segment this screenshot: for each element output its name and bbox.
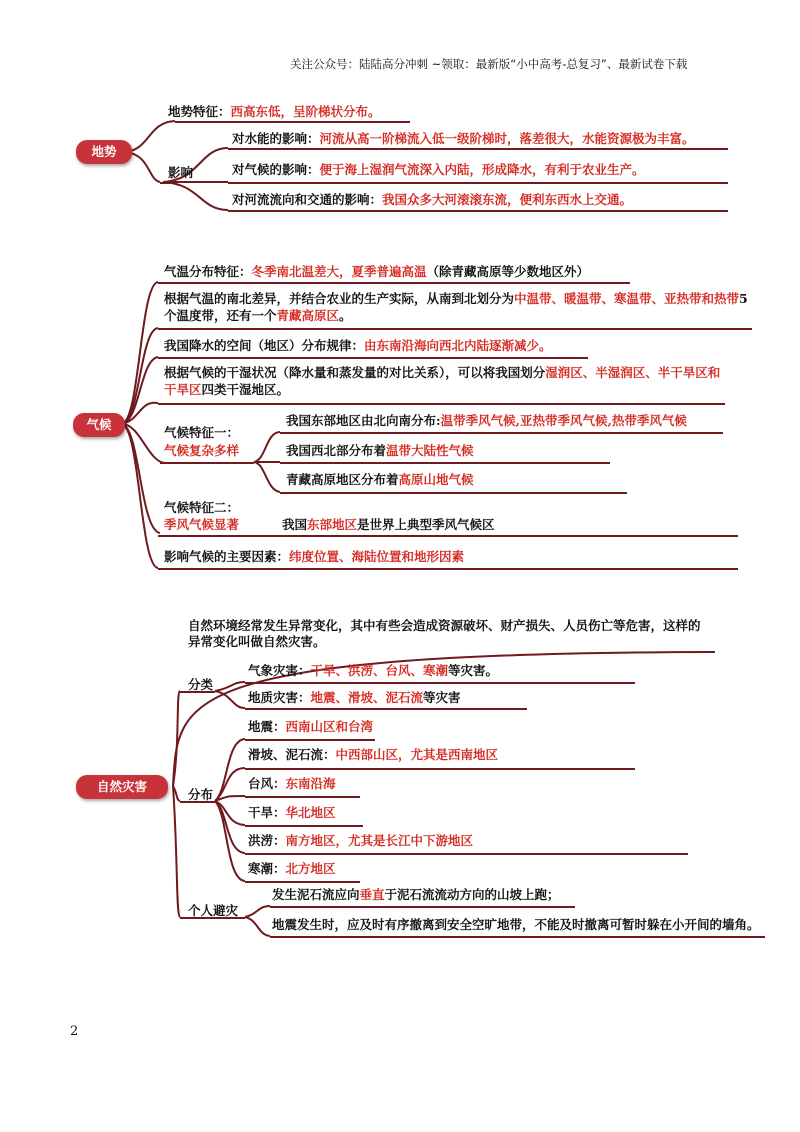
disaster-weather: 气象灾害：干旱、洪涝、台风、寒潮等灾害。 <box>248 663 499 678</box>
page-header: 关注公众号：陆陆高分冲刺 ~领取：最新版“小中高考-总复习”、最新试卷下载 <box>290 57 688 71</box>
dist-drought: 干旱：华北地区 <box>248 805 336 820</box>
climate-west: 我国西北部分布着温带大陆性气候 <box>286 443 474 458</box>
divider <box>245 708 527 710</box>
climate-plateau: 青藏高原地区分布着高原山地气候 <box>286 472 474 487</box>
divider <box>158 403 725 405</box>
divider <box>158 328 752 330</box>
divider <box>245 682 635 684</box>
divider <box>228 182 728 184</box>
terrain-river: 对河流流向和交通的影响：我国众多大河滚滚东流，便利东西水上交通。 <box>232 192 633 207</box>
divider <box>245 739 375 741</box>
divider <box>180 917 245 919</box>
divider <box>245 825 363 827</box>
terrain-climate: 对气候的影响：便于海上湿润气流深入内陆，形成降水，有利于农业生产。 <box>232 162 645 177</box>
disaster-class-label: 分类 <box>188 677 214 692</box>
climate-zones: 根据气温的南北差异，并结合农业的生产实际，从南到北划分为中温带、暖温带、寒温带、亚热带和热带5个温度带，还有一个青藏高原区。 <box>164 291 748 323</box>
divider <box>158 282 630 284</box>
climate-dryness: 根据气候的干湿状况（降水量和蒸发量的对比关系），可以将我国划分湿润区、半湿润区、半干旱区和干旱区四类干湿地区。 <box>164 365 721 397</box>
climate-badge: 气候 <box>73 413 125 437</box>
climate-feature2-label: 气候特征二： <box>164 500 240 515</box>
divider <box>280 492 627 494</box>
divider <box>245 796 360 798</box>
avoid-earthquake: 地震发生时，应及时有序撤离到安全空旷地带，不能及时撤离可暂时躲在小开间的墙角。 <box>272 917 760 932</box>
divider <box>228 148 728 150</box>
avoid-mudslide: 发生泥石流应向垂直于泥石流流动方向的山坡上跑； <box>272 887 560 902</box>
dist-quake: 地震：西南山区和台湾 <box>248 719 374 734</box>
climate-feature1-value: 气候复杂多样 <box>164 443 240 458</box>
dist-slide: 滑坡、泥石流：中西部山区，尤其是西南地区 <box>248 747 499 762</box>
disaster-avoid-label: 个人避灾 <box>188 903 239 918</box>
climate-monsoon: 我国东部地区是世界上典型季风气候区 <box>282 517 495 532</box>
terrain-feature: 地势特征：西高东低，呈阶梯状分布。 <box>168 104 381 119</box>
climate-temp: 气温分布特征：冬季南北温差大，夏季普遍高温（除青藏高原等少数地区外） <box>164 264 590 279</box>
divider <box>180 801 215 803</box>
climate-factors: 影响气候的主要因素：纬度位置、海陆位置和地形因素 <box>164 549 465 564</box>
climate-feature1-label: 气候特征一： <box>164 425 240 440</box>
climate-rain: 我国降水的空间（地区）分布规律：由东南沿海向西北内陆逐渐减少。 <box>164 338 552 353</box>
divider <box>280 462 610 464</box>
terrain-badge: 地势 <box>76 140 132 164</box>
climate-feature2-value: 季风气候显著 <box>164 517 240 532</box>
divider <box>245 881 360 883</box>
divider <box>245 853 688 855</box>
divider <box>180 691 215 693</box>
divider <box>270 906 575 908</box>
disaster-geo: 地质灾害：地震、滑坡、泥石流等灾害 <box>248 690 461 705</box>
dist-flood: 洪涝：南方地区，尤其是长江中下游地区 <box>248 833 474 848</box>
divider <box>175 121 410 123</box>
terrain-water: 对水能的影响：河流从高一阶梯流入低一级阶梯时，落差很大，水能资源极为丰富。 <box>232 131 695 146</box>
terrain-influence-label: 影响 <box>168 165 194 180</box>
divider <box>270 936 765 938</box>
dist-typhoon: 台风：东南沿海 <box>248 776 336 791</box>
disaster-dist-label: 分布 <box>188 787 214 802</box>
divider <box>160 462 254 464</box>
disaster-badge: 自然灾害 <box>76 775 168 799</box>
dist-cold: 寒潮：北方地区 <box>248 861 336 876</box>
climate-east: 我国东部地区由北向南分布:温带季风气候,亚热带季风气候,热带季风气候 <box>286 413 687 428</box>
divider <box>228 210 728 212</box>
disaster-intro-1: 自然环境经常发生异常变化，其中有些会造成资源破坏、财产损失、人员伤亡等危害，这样的 <box>188 618 701 633</box>
divider <box>160 182 170 184</box>
divider <box>280 432 723 434</box>
page-number: 2 <box>70 1024 79 1039</box>
divider <box>158 568 738 570</box>
divider <box>158 357 588 359</box>
disaster-intro-2: 异常变化叫做自然灾害。 <box>188 634 326 649</box>
divider <box>245 768 635 770</box>
divider <box>158 535 738 537</box>
